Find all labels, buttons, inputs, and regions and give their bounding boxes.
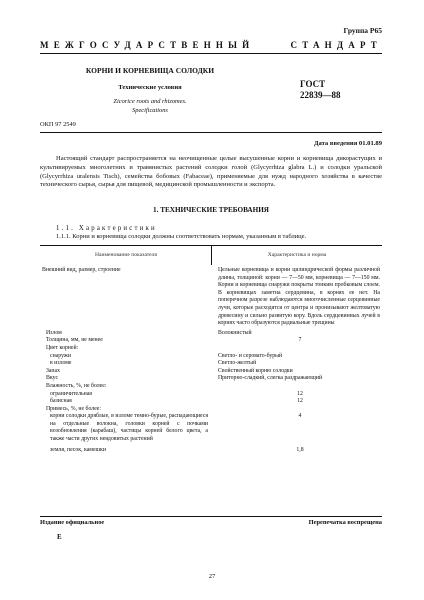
standard-title: МЕЖГОСУДАРСТВЕННЫЙ СТАНДАРТ <box>40 40 382 50</box>
doc-title: КОРНИ И КОРНЕВИЩА СОЛОДКИ <box>85 66 215 75</box>
row-value: Волокнистый <box>218 329 252 336</box>
row-name: Примесь, %, не более: <box>46 405 101 412</box>
row-name: базисная <box>50 398 72 405</box>
gost-number: 22839—88 <box>300 90 341 100</box>
english-title <box>70 98 230 115</box>
table-row <box>40 375 382 383</box>
row-value <box>212 345 382 353</box>
table-row <box>40 398 382 406</box>
row-value: Свойственный корню солодки <box>218 367 293 374</box>
english-title-line2: Specifications <box>132 106 168 114</box>
official-edition: Издание официальное <box>40 519 105 526</box>
row-name: земля, песок, камешки <box>50 446 106 453</box>
row-name: ограничительная <box>50 390 92 397</box>
requirements-table <box>40 245 382 454</box>
row-name: Влажность, %, не более: <box>46 382 107 389</box>
row-value: 12 <box>297 398 303 405</box>
group-label: Группа Р65 <box>343 26 382 35</box>
col-header-value: Характеристика и норма <box>267 252 327 258</box>
table-row <box>40 345 382 353</box>
row-value <box>212 406 382 414</box>
col-header-name: Наименование показателя <box>95 252 157 258</box>
clause-1-1-1: 1.1.1. Корни и корневища солодки должны соответствовать нормам, указанным в таблице. <box>56 233 307 240</box>
row-value: Светло-желтый <box>218 360 257 367</box>
english-title-line1: Zicorice roots and rhizomes. <box>113 98 187 105</box>
table-row <box>40 391 382 399</box>
okp-code: ОКП 97 2549 <box>40 121 76 128</box>
table-row <box>40 330 382 338</box>
okp-rule <box>40 132 382 133</box>
gost-label: ГОСТ <box>300 79 326 89</box>
row-name: Внешний вид, размер, строение <box>42 267 121 273</box>
row-value: Цельные корневища и корни цилиндрической формы различной длины, толщиной: корни — 7—50 мм, корневища — 7—150 мм. Корни и корневища снаружи покрыты тонким пробковым слоем. В корневищах заметна сердцевина, в корнях ее нет. На поперечном разрезе наблюдаются многочисленные серцевинные лучи, которые расходятся от центра и пронизывают желтоватую древесину и сильно развитую кору. Вдоль сердцевинных лучей в корнях часто образуются радиальные трещины <box>218 267 380 327</box>
row-name: Вкус <box>46 375 59 382</box>
row-name: Запах <box>46 367 60 374</box>
row-name: снаружи <box>50 352 71 359</box>
table-row <box>40 353 382 361</box>
edition-mark: Е <box>57 533 62 541</box>
header-rule <box>40 53 382 54</box>
row-name: Цвет корней: <box>46 344 79 351</box>
table-row <box>40 413 382 443</box>
footer-rule <box>40 516 382 517</box>
table-row <box>40 337 382 345</box>
page-number: 27 <box>208 573 216 580</box>
row-value: 7 <box>298 337 302 344</box>
table-row <box>40 368 382 376</box>
table-header <box>40 245 382 265</box>
row-name: корни солодки дряблые, в изломе темно-бурые, распадающиеся на отдельные волокна, головки корней с почками возобновления (карабаш), частицы корней белого цвета, а также части других неядовитых растений <box>50 413 208 443</box>
section-title: 1. ТЕХНИЧЕСКИЕ ТРЕБОВАНИЯ <box>153 206 269 214</box>
gost-block <box>300 79 341 101</box>
intro-paragraph: Настоящий стандарт распространяется на неочищенные целые высушенные корни и корневища дикорастущих и культивируемых многолетних и травянистых растений солодки голой (Glycyrrhiza glabra L.) и солодки уральской (Glycyrrhiza uralensis Tisch), семейства бобовых (Fabaceae), применяемые для нужд народного хозяйства в качестве технического сырья, сырья для пищевой, медицинской промышленности и экспорта. <box>40 155 382 189</box>
row-name: в изломе <box>50 360 72 367</box>
row-value: 12 <box>297 390 303 397</box>
row-name: Излом <box>46 329 62 336</box>
table-row <box>40 447 382 455</box>
row-value: 4 <box>298 413 302 420</box>
clause-1-1: 1.1. Характеристики <box>56 225 157 232</box>
row-value: Светло- и серовато-бурый <box>218 352 283 359</box>
table-row <box>40 383 382 391</box>
table-row <box>40 267 382 328</box>
row-name: Толщина, мм, не менее <box>46 337 103 344</box>
row-value <box>212 383 382 391</box>
row-value: 1,8 <box>296 446 304 453</box>
table-row <box>40 360 382 368</box>
row-value: Приторно-сладкий, слегка раздражающий <box>218 375 323 382</box>
doc-subtitle: Технические условия <box>118 84 182 91</box>
intro-date: Дата введения 01.01.89 <box>313 140 382 147</box>
reprint-prohibited: Перепечатка воспрещена <box>308 519 382 526</box>
